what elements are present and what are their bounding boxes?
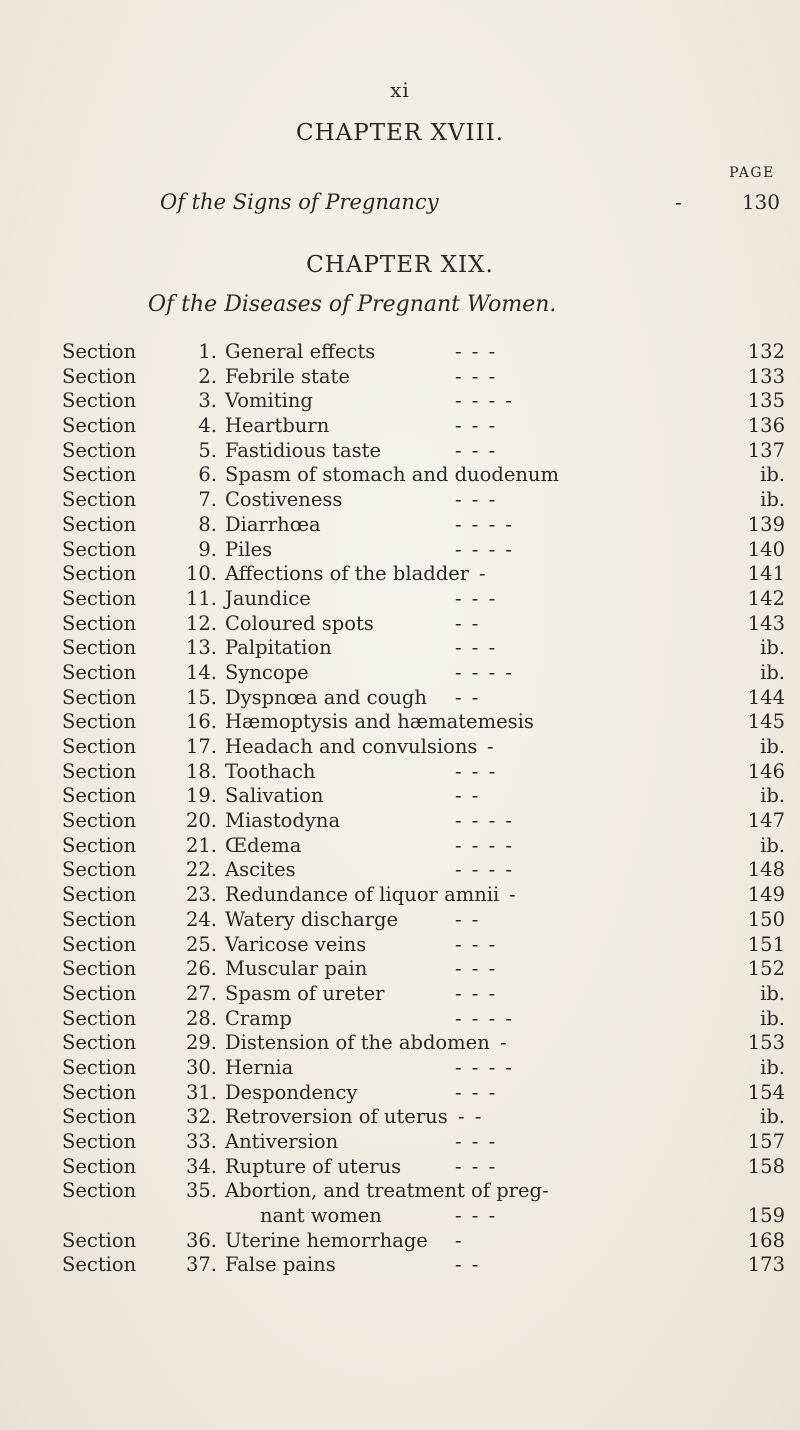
section-row <box>0 414 800 439</box>
section-page: 154 <box>747 1080 785 1104</box>
chapter-18-page: 130 <box>741 190 780 214</box>
section-title: Despondency <box>225 1080 358 1104</box>
section-row <box>0 710 800 735</box>
section-number: 21. <box>185 833 217 857</box>
section-leader: - - - - <box>455 389 514 413</box>
section-page: ib. <box>760 784 785 808</box>
section-number: 28. <box>185 1006 217 1030</box>
section-leader: - - - - <box>455 537 514 561</box>
section-label: Section <box>62 340 137 363</box>
section-number: 13. <box>185 636 217 660</box>
chapter-19-title: Of the Diseases of Pregnant Women. <box>148 292 557 317</box>
section-leader: - - - <box>455 981 498 1005</box>
section-title: Diarrhœa <box>225 512 321 536</box>
section-number: 20. <box>185 809 217 833</box>
section-leader: - <box>509 883 518 907</box>
section-leader: - - - - <box>455 1006 514 1030</box>
section-page: ib. <box>760 981 785 1005</box>
section-row-continuation <box>0 1204 800 1229</box>
section-label: Section <box>62 1006 137 1030</box>
section-number: 33. <box>185 1130 217 1153</box>
section-title: Antiversion <box>225 1130 339 1153</box>
section-title: Fastidious taste <box>225 438 381 462</box>
section-row <box>0 1155 800 1180</box>
section-number: 25. <box>185 932 217 956</box>
section-leader: - - - - <box>455 833 514 857</box>
section-row <box>0 957 800 982</box>
section-number: 18. <box>185 759 217 783</box>
section-row <box>0 1007 800 1032</box>
section-page: 151 <box>747 932 785 956</box>
section-page: 144 <box>747 685 785 709</box>
section-leader: - - - <box>455 957 498 981</box>
section-row <box>0 1179 800 1204</box>
section-label: Section <box>62 784 137 808</box>
section-label: Section <box>62 1055 137 1079</box>
section-row <box>0 834 800 859</box>
section-number: 35. <box>185 1179 217 1203</box>
section-page: ib. <box>760 1006 785 1030</box>
section-leader: - - - <box>455 1154 498 1178</box>
section-row <box>0 908 800 933</box>
section-label: Section <box>62 710 137 734</box>
section-title: Abortion, and treatment of preg- <box>225 1179 549 1203</box>
section-leader: - <box>500 1031 509 1055</box>
section-title: Costiveness <box>225 488 343 512</box>
section-page: ib. <box>760 833 785 857</box>
section-page: ib. <box>760 1105 785 1129</box>
section-title: Piles <box>225 537 273 561</box>
section-page: 139 <box>747 512 785 536</box>
section-leader: - - - <box>455 438 498 462</box>
section-title: Rupture of uterus <box>225 1154 402 1178</box>
section-row <box>0 809 800 834</box>
section-page: 142 <box>747 586 785 610</box>
section-row <box>0 636 800 661</box>
section-number: 31. <box>185 1080 217 1104</box>
page-column-label: PAGE <box>729 165 775 181</box>
section-title: Ascites <box>225 858 296 882</box>
section-page: 135 <box>747 389 785 413</box>
section-number: 5. <box>198 438 217 462</box>
section-number: 19. <box>185 784 217 808</box>
section-number: 37. <box>185 1253 217 1277</box>
section-number: 8. <box>198 512 217 536</box>
section-row <box>0 858 800 883</box>
page-folio: xi <box>390 78 410 102</box>
section-label: Section <box>62 364 137 388</box>
section-label: Section <box>62 1031 137 1055</box>
section-label: Section <box>62 907 137 931</box>
section-title: Affections of the bladder <box>225 562 470 586</box>
section-page: 145 <box>747 710 785 734</box>
section-label: Section <box>62 611 137 635</box>
section-number: 16. <box>185 710 217 734</box>
section-label: Section <box>62 1130 137 1153</box>
section-page: 133 <box>747 364 785 388</box>
section-number: 15. <box>185 685 217 709</box>
section-number: 10. <box>185 562 217 586</box>
section-leader: - - <box>455 685 481 709</box>
section-title: False pains <box>225 1253 336 1277</box>
section-row <box>0 340 800 365</box>
section-title: Vomiting <box>225 389 313 413</box>
section-label: Section <box>62 1105 137 1129</box>
section-number: 23. <box>185 883 217 907</box>
section-number: 26. <box>185 957 217 981</box>
section-label: Section <box>62 586 137 610</box>
section-number: 36. <box>185 1228 217 1252</box>
section-leader: - - - <box>455 586 498 610</box>
section-title: Palpitation <box>225 636 332 660</box>
section-page: 140 <box>747 537 785 561</box>
section-row <box>0 587 800 612</box>
section-page: ib. <box>760 488 785 512</box>
section-title: Toothach <box>225 759 316 783</box>
section-page: ib. <box>760 660 785 684</box>
section-row <box>0 686 800 711</box>
section-label: Section <box>62 932 137 956</box>
section-number: 2. <box>198 364 217 388</box>
section-row <box>0 1229 800 1254</box>
section-row <box>0 1031 800 1056</box>
section-row <box>0 612 800 637</box>
section-page: 148 <box>747 858 785 882</box>
section-number: 22. <box>185 858 217 882</box>
section-leader: - - - <box>455 488 498 512</box>
section-label: Section <box>62 488 137 512</box>
section-label: Section <box>62 833 137 857</box>
section-label: Section <box>62 537 137 561</box>
section-label: Section <box>62 1228 137 1252</box>
section-row <box>0 1081 800 1106</box>
section-number: 14. <box>185 660 217 684</box>
section-number: 17. <box>185 735 217 758</box>
section-row <box>0 389 800 414</box>
section-page: 147 <box>747 809 785 833</box>
section-leader: - - <box>455 907 481 931</box>
section-number: 34. <box>185 1154 217 1178</box>
section-label: Section <box>62 1080 137 1104</box>
section-label: Section <box>62 685 137 709</box>
section-page: ib. <box>760 735 785 758</box>
section-number: 7. <box>198 488 217 512</box>
section-label: Section <box>62 1253 137 1277</box>
section-label: Section <box>62 1179 137 1203</box>
section-number: 27. <box>185 981 217 1005</box>
section-row <box>0 760 800 785</box>
section-leader: - - <box>458 1105 484 1129</box>
chapter-18-title: Of the Signs of Pregnancy <box>160 190 439 214</box>
section-leader: - - <box>455 784 481 808</box>
section-leader: - - - - <box>455 512 514 536</box>
section-title: Headach and convulsions <box>225 735 478 758</box>
section-number: 11. <box>185 586 217 610</box>
section-list <box>0 340 800 1278</box>
section-title: Hernia <box>225 1055 294 1079</box>
section-leader: - - - <box>455 340 498 363</box>
section-title: Spasm of ureter <box>225 981 385 1005</box>
section-title: Redundance of liquor amnii <box>225 883 500 907</box>
section-row <box>0 538 800 563</box>
section-page: 168 <box>747 1228 785 1252</box>
section-row <box>0 488 800 513</box>
section-label: Section <box>62 883 137 907</box>
section-leader: - - - - <box>455 858 514 882</box>
section-title: Miastodyna <box>225 809 341 833</box>
section-label: Section <box>62 809 137 833</box>
chapter-18-heading: CHAPTER XVIII. <box>295 120 505 146</box>
section-leader: - - - <box>455 1204 498 1228</box>
section-title: Distension of the abdomen <box>225 1031 490 1055</box>
section-number: 32. <box>185 1105 217 1129</box>
section-leader: - - - <box>455 759 498 783</box>
section-row <box>0 1253 800 1278</box>
section-title: Salivation <box>225 784 324 808</box>
section-page: ib. <box>760 1055 785 1079</box>
section-title: Hæmoptysis and hæmatemesis <box>225 710 534 734</box>
section-row <box>0 735 800 760</box>
section-page: 143 <box>747 611 785 635</box>
section-leader: - - - <box>455 932 498 956</box>
section-title: Heartburn <box>225 414 330 438</box>
section-label: Section <box>62 1154 137 1178</box>
section-page: 136 <box>747 414 785 438</box>
section-page: 152 <box>747 957 785 981</box>
section-row <box>0 439 800 464</box>
section-label: Section <box>62 636 137 660</box>
section-label: Section <box>62 512 137 536</box>
section-label: Section <box>62 735 137 758</box>
section-page: 141 <box>747 562 785 586</box>
section-title: Febrile state <box>225 364 350 388</box>
section-row <box>0 1105 800 1130</box>
section-leader: - - - - <box>455 660 514 684</box>
section-number: 3. <box>198 389 217 413</box>
section-number: 24. <box>185 907 217 931</box>
section-row <box>0 463 800 488</box>
section-number: 9. <box>198 537 217 561</box>
section-leader: - - - <box>455 636 498 660</box>
section-row <box>0 933 800 958</box>
section-page: ib. <box>760 463 785 487</box>
section-label: Section <box>62 660 137 684</box>
section-number: 1. <box>198 340 217 363</box>
section-title: Jaundice <box>225 586 311 610</box>
section-number: 6. <box>198 463 217 487</box>
section-title: General effects <box>225 340 376 363</box>
section-row <box>0 661 800 686</box>
section-row <box>0 1056 800 1081</box>
section-label: Section <box>62 463 137 487</box>
section-leader: - - - <box>455 364 498 388</box>
section-title: Retroversion of uterus <box>225 1105 448 1129</box>
section-page: 149 <box>747 883 785 907</box>
section-leader: - - <box>455 1253 481 1277</box>
section-title: Coloured spots <box>225 611 374 635</box>
section-label: Section <box>62 858 137 882</box>
section-page: 132 <box>747 340 785 363</box>
chapter-18-leader: - <box>675 190 682 214</box>
section-leader: - - - <box>455 1080 498 1104</box>
section-title: Watery discharge <box>225 907 399 931</box>
section-leader: - - - <box>455 414 498 438</box>
section-leader: - <box>479 562 488 586</box>
section-page: 137 <box>747 438 785 462</box>
section-label: Section <box>62 438 137 462</box>
section-page: 153 <box>747 1031 785 1055</box>
section-title: Varicose veins <box>225 932 367 956</box>
section-page: 158 <box>747 1154 785 1178</box>
section-title: Œdema <box>225 833 302 857</box>
section-row <box>0 562 800 587</box>
section-row <box>0 784 800 809</box>
section-page: 159 <box>747 1204 785 1228</box>
section-title: nant women <box>260 1204 382 1228</box>
section-label: Section <box>62 389 137 413</box>
section-number: 4. <box>198 414 217 438</box>
section-title: Uterine hemorrhage <box>225 1228 428 1252</box>
section-title: Cramp <box>225 1006 292 1030</box>
section-label: Section <box>62 981 137 1005</box>
section-row <box>0 365 800 390</box>
section-page: 146 <box>747 759 785 783</box>
section-leader: - - - - <box>455 1055 514 1079</box>
section-leader: - - - <box>455 1130 498 1153</box>
section-leader: - <box>487 735 496 758</box>
section-title: Muscular pain <box>225 957 368 981</box>
section-leader: - - <box>455 611 481 635</box>
chapter-19-heading: CHAPTER XIX. <box>306 252 494 278</box>
section-number: 30. <box>185 1055 217 1079</box>
section-label: Section <box>62 414 137 438</box>
section-label: Section <box>62 759 137 783</box>
section-label: Section <box>62 957 137 981</box>
section-row <box>0 1130 800 1155</box>
section-label: Section <box>62 562 137 586</box>
section-row <box>0 982 800 1007</box>
section-page: ib. <box>760 636 785 660</box>
section-title: Dyspnœa and cough <box>225 685 427 709</box>
section-title: Syncope <box>225 660 309 684</box>
section-row <box>0 883 800 908</box>
section-leader: - - - - <box>455 809 514 833</box>
section-page: 150 <box>747 907 785 931</box>
section-leader: - <box>455 1228 464 1252</box>
section-row <box>0 513 800 538</box>
section-title: Spasm of stomach and duodenum <box>225 463 559 487</box>
section-page: 157 <box>747 1130 785 1153</box>
section-number: 12. <box>185 611 217 635</box>
section-number: 29. <box>185 1031 217 1055</box>
section-page: 173 <box>747 1253 785 1277</box>
